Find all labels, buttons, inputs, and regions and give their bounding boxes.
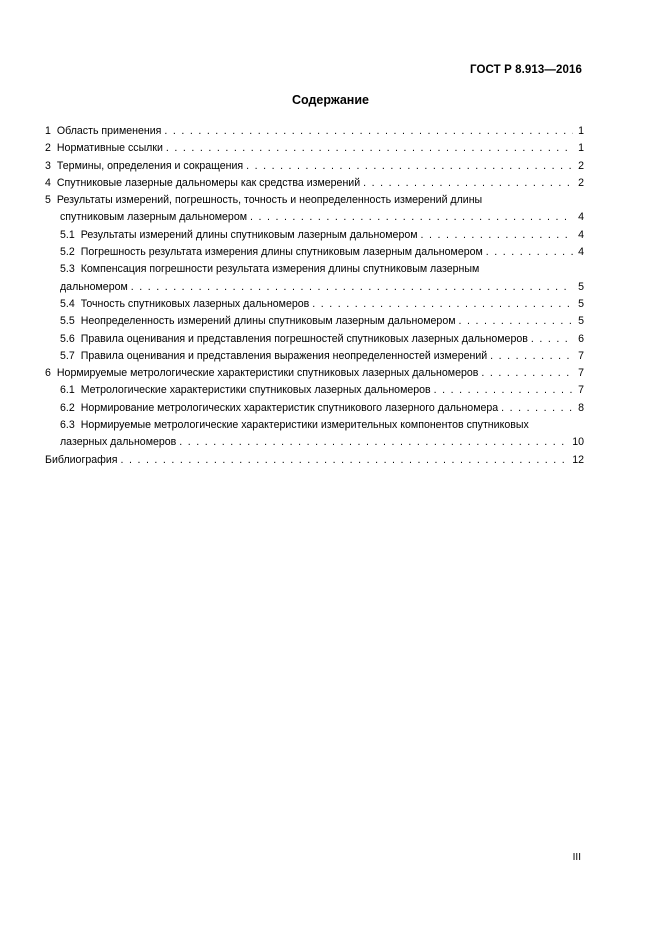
toc-leader-dots [490,348,573,365]
toc-entry-label: Нормируемые метрологические характеристики спутниковых лазерных дальномеров [56,367,479,380]
toc-entry-page: 4 [578,228,584,241]
toc-entry-number: 3 [45,159,51,172]
toc-entry[interactable] [45,158,584,175]
toc-leader-dots [179,434,569,451]
toc-entry[interactable] [45,365,584,382]
toc-entry-number: 5.2 [60,246,75,259]
toc-entry-text [60,279,128,296]
toc-entry-text [60,209,247,226]
toc-entry-text [60,296,309,313]
toc-entry[interactable] [45,400,584,417]
toc-leader-dots [531,331,573,348]
toc-leader-dots [481,365,573,382]
toc-entry[interactable] [45,227,584,244]
toc-title: Содержание [291,93,369,107]
toc-entry-text [60,244,483,261]
toc-entry-page: 2 [578,159,584,172]
toc-entry-label: Результаты измерений, погрешность, точность и неопределенность измерений длины [56,194,483,207]
toc-entry-label: дальномером [60,280,128,293]
toc-entry[interactable] [45,296,584,313]
toc-entry[interactable] [45,417,584,434]
toc-entry-label: Нормируемые метрологические характеристики измерительных компонентов спутниковых [80,419,529,432]
toc-leader-dots [166,140,573,157]
toc-entry-text [60,400,498,417]
toc-entry-page: 4 [578,211,584,224]
toc-entry-number: 5.5 [60,315,75,328]
toc-entry-text [45,140,163,157]
toc-entry-label: Библиография [45,453,118,466]
page-number: III [572,852,581,863]
toc-entry-label: Область применения [56,125,162,137]
toc-entry-label: Нормирование метрологических характеристик спутникового лазерного дальномера [80,401,499,414]
toc-leader-dots [486,244,573,261]
toc-entry-page: 8 [578,401,584,414]
toc-entry-page: 2 [578,176,584,189]
toc-entry-label: Компенсация погрешности результата измерения длины спутниковым лазерным [80,263,480,276]
toc-entry-number: 6.3 [60,419,75,432]
toc-entry-text [45,123,161,140]
toc-entry-label: Правила оценивания и представления погрешностей спутниковых лазерных дальномеров [80,332,528,345]
toc-entry-page: 4 [578,246,584,259]
toc-entry-number: 5.4 [60,297,75,310]
toc-entry[interactable] [45,348,584,365]
toc-entry-page: 1 [578,125,584,137]
toc-entry-text [60,261,479,278]
toc-entry-number: 1 [45,125,51,137]
toc-entry-text [45,192,482,209]
toc-entry-label: Результаты измерений длины спутниковым лазерным дальномером [80,228,418,241]
toc-entry-number: 6.1 [60,384,75,397]
toc-entry-label: Правила оценивания и представления выражения неопределенностей измерений [80,349,488,362]
toc-entry-number: 5 [45,194,51,207]
toc-entry-label: Погрешность результата измерения длины спутниковым лазерным дальномером [80,246,483,259]
toc-entry-text [60,313,456,330]
toc-entry[interactable] [45,279,584,296]
toc-entry-label: Термины, определения и сокращения [56,159,244,172]
toc-leader-dots [434,382,573,399]
toc-entry-text [45,175,360,192]
toc-entry[interactable] [45,123,584,140]
toc-entry-page: 10 [572,436,584,449]
toc-entry-label: спутниковым лазерным дальномером [60,211,247,224]
toc-entry-text [45,158,243,175]
toc-leader-dots [250,209,573,226]
toc-entry-label: лазерных дальномеров [60,436,177,449]
toc-entry-number: 5.1 [60,228,75,241]
toc-entry-label: Неопределенность измерений длины спутниковым лазерным дальномером [80,315,456,328]
toc-entry-text [60,227,418,244]
toc-leader-dots [363,175,573,192]
toc-entry-number: 4 [45,176,51,189]
toc-entry[interactable] [45,313,584,330]
toc-entry-label: Нормативные ссылки [56,142,163,155]
toc-leader-dots [131,279,573,296]
table-of-contents [45,123,584,469]
toc-leader-dots [246,158,573,175]
toc-entry-number: 6.2 [60,401,75,414]
toc-entry-number: 5.3 [60,263,75,276]
toc-entry-text [60,331,528,348]
toc-entry-label: Спутниковые лазерные дальномеры как средства измерений [56,176,361,189]
toc-leader-dots [164,123,573,140]
toc-entry[interactable] [45,382,584,399]
toc-leader-dots [459,313,574,330]
toc-entry[interactable] [45,452,584,469]
toc-entry-text [60,434,176,451]
toc-entry[interactable] [45,244,584,261]
toc-entry-label: Точность спутниковых лазерных дальномеров [80,297,310,310]
toc-entry-number: 5.7 [60,349,75,362]
toc-entry-number: 5.6 [60,332,75,345]
toc-leader-dots [312,296,573,313]
toc-entry[interactable] [45,331,584,348]
toc-entry-text [45,452,117,469]
toc-entry[interactable] [45,434,584,451]
document-code: ГОСТ Р 8.913—2016 [470,64,582,76]
toc-entry[interactable] [45,140,584,157]
toc-entry[interactable] [45,261,584,278]
toc-entry-label: Метрологические характеристики спутниковых лазерных дальномеров [80,384,431,397]
toc-entry-text [60,382,431,399]
toc-entry-text [60,417,529,434]
toc-entry-text [45,365,478,382]
toc-entry-page: 1 [578,142,584,155]
toc-entry[interactable] [45,209,584,226]
toc-entry-page: 12 [572,453,584,466]
toc-leader-dots [120,452,569,469]
toc-entry-page: 7 [578,367,584,380]
toc-entry-page: 5 [578,315,584,328]
toc-entry-text [60,348,487,365]
toc-entry[interactable] [45,175,584,192]
toc-entry-page: 5 [578,280,584,293]
toc-entry[interactable] [45,192,584,209]
toc-entry-number: 2 [45,142,51,155]
toc-leader-dots [501,400,573,417]
toc-entry-number: 6 [45,367,51,380]
toc-leader-dots [421,227,573,244]
toc-entry-page: 6 [578,332,584,345]
toc-entry-page: 7 [578,384,584,397]
toc-entry-page: 5 [578,297,584,310]
toc-entry-page: 7 [578,349,584,362]
